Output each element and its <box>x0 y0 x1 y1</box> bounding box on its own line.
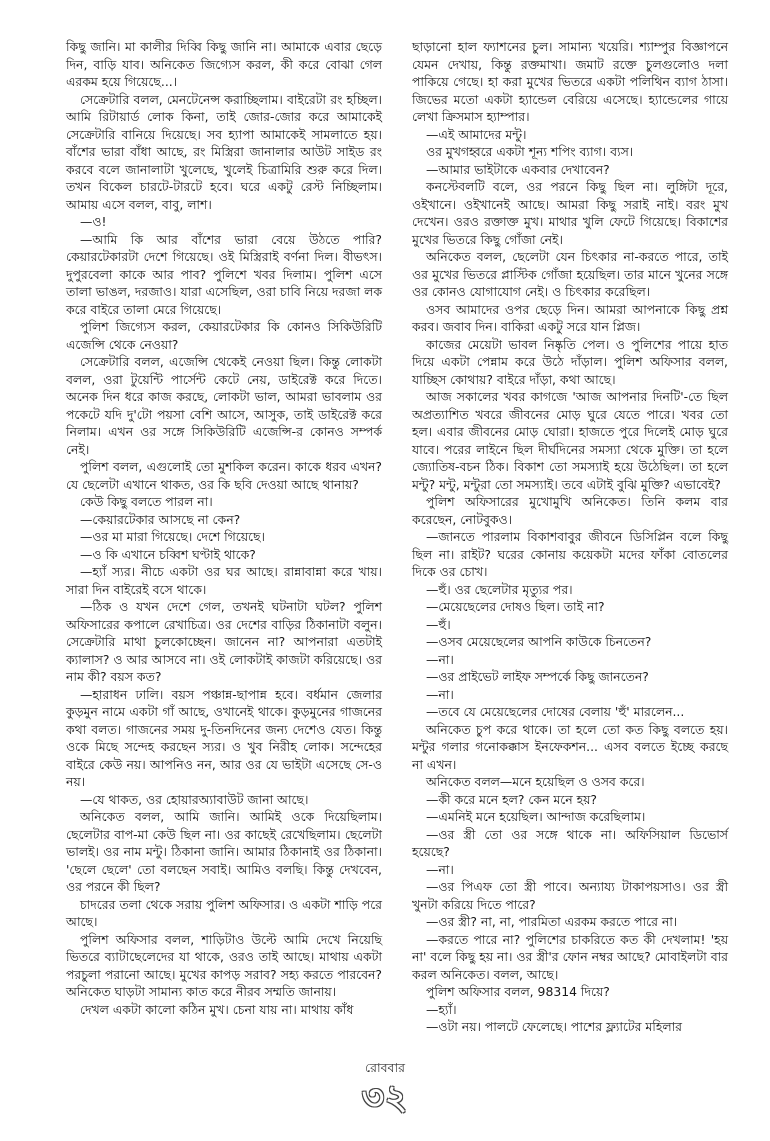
paragraph: —আমার ভাইটাকে একবার দেখাবেন? <box>426 161 610 177</box>
paragraph: চাদরের তলা থেকে সরায় পুলিশ অফিসার। ও একটা শাড়ি পরে আছে। <box>66 896 382 929</box>
paragraph: অনিকেত বলল, ছেলেটা যেন চিৎকার না-করতে পারে, তাই ওর মুখের ভিতরে প্লাস্টিক গোঁজা হয়েছিল। তার মানে খুনের সঙ্গে ওর কোনও যোগাযোগ নেই। ও চিৎকার করেছিল। <box>412 249 728 299</box>
paragraph: —জানতে পারলাম বিকাশবাবুর জীবনে ডিসিপ্লিন বলে কিছু ছিল না। রাইট? ঘরের কোনায় কয়েকটা মদের ফাঁকা বোতলের দিকে ওর চোখ। <box>412 529 728 579</box>
paragraph: কেউ কিছু বলতে পারল না। <box>80 494 213 509</box>
paragraph: —না। <box>426 686 454 702</box>
paragraph: পুলিশ অফিসারের মুখোমুখি অনিকেত। তিনি কলম বার করেছেন, নোটবুকও। <box>412 494 728 527</box>
paragraph: —এমনিই মনে হয়েছিল। আন্দাজ করেছিলাম। <box>426 809 646 824</box>
paragraph: —ও কি এখানে চব্বিশ ঘণ্টাই থাকে? <box>80 546 256 562</box>
paragraph: কনস্টেবলটি বলে, ওর পরনে কিছু ছিল না। লুঙ্গিটা দূরে, ওইখানে। ওইখানেই আছে। আমরা কিছু সরাই নাই। বরং মুখ দেখেন। ওরও রক্তাক্ত মুখ। মাথার খুলি ফেটে গিয়েছে। বিকাশের মুখের ভিতরে কিছু গোঁজা নেই। <box>412 179 728 247</box>
paragraph: —ওর প্রাইভেট লাইফ সম্পর্কে কিছু জানতেন? <box>426 669 649 684</box>
magazine-name: রোববার <box>365 1060 405 1075</box>
paragraph: —হ্যাঁ স্যর। নীচে একটা ওর ঘর আছে। রান্নাবান্না করে খায়। সারা দিন বাইরেই বসে থাকে। <box>66 564 382 597</box>
paragraph: অনিকেত চুপ করে থাকে। তা হলে তো কত কিছু বলতে হয়। মন্টুর গলার গনোকক্কাস ইনফেকশন... এসব বলতে ইচ্ছে করছে না এখন। <box>412 721 728 772</box>
paragraph: —ওর পিএফ তো স্ত্রী পাবে। অন্যায্য টাকাপয়সাও। ওর স্ত্রী খুনটা করিয়ে দিতে পারে? <box>412 879 728 912</box>
paragraph: —তবে যে মেয়েছেলের দোষের বেলায় 'হুঁ' মারলেন... <box>426 704 685 719</box>
paragraph: —কেয়ারটেকার আসছে না কেন? <box>80 511 241 527</box>
page-number: ৩২ <box>361 1078 409 1118</box>
paragraph: —কী করে মনে হল? কেন মনে হয়? <box>426 791 598 807</box>
paragraph: —এই আমাদের মন্টু। <box>426 126 527 142</box>
paragraph: —ওটা নয়। পালটে ফেলেছে। পাশের ফ্ল্যাটের মহিলার <box>426 1019 682 1034</box>
paragraph: —হুঁ। <box>426 616 451 632</box>
paragraph: সেক্রেটারি বলল, মেনটেনেন্স করাচ্ছিলাম। বাইরেটা রং হচ্ছিল। আমি রিটায়ার্ড লোক কিনা, তাই জোর-জোর করে আমাকেই সেক্রেটারি বানিয়ে দিয়েছে। সব হ্যাপা আমাকেই সামলাতে হয়। বাঁশের ভারা বাঁধা আছে, রং মিস্ত্রিরা জানালার আউট সাইড রং করবে বলে জানালাটা খুলেছে, খুলেই চিত্রামিরি শুরু করে দিল। তখন বিকেল চারটে-টারটে হবে। ঘরে একটু রেস্ট নিচ্ছিলাম। আমায় এসে বলল, বাবু, লাশ। <box>66 91 382 212</box>
paragraph: —না। <box>426 861 454 877</box>
page-footer <box>0 1060 770 1116</box>
right-text-column <box>412 38 728 1036</box>
paragraph: —ওর মা মারা গিয়েছে। দেশে গিয়েছে। <box>80 529 265 544</box>
paragraph: —যে থাকত, ওর হোয়ারঅ্যাবাউট জানা আছে। <box>80 791 309 807</box>
paragraph: —করতে পারে না? পুলিশের চাকরিতে কত কী দেখলাম! 'হয় না' বলে কিছু হয় না। ওর স্ত্রী'র ফোন নম্বর আছে? মোবাইলটা বার করল অনিকেত। বলল, আছে। <box>412 931 728 982</box>
paragraph: —হ্যাঁ। <box>426 1001 457 1017</box>
paragraph: পুলিশ অফিসার বলল, 98314 দিয়ে? <box>426 984 610 999</box>
paragraph: অনিকেত বলল, আমি জানি। আমিই ওকে দিয়েছিলাম। ছেলেটার বাপ-মা কেউ ছিল না। ওর কাছেই রেখেছিলাম। ছেলেটা ভালই। ওর নাম মন্টু। ঠিকানা জানি। আমার ঠিকানাই ওর ঠিকানা। 'ছেলে ছেলে' তো বলছেন সবাই। আমিও বলছি। কিন্তু দেখবেন, ওর পরনে কী ছিল? <box>66 809 382 894</box>
paragraph: পুলিশ অফিসার বলল, শাড়িটাও উল্টে আমি দেখে নিয়েছি ভিতরে ব্যাটাছেলেদের যা থাকে, ওরও তাই আছে। মাথায় একটা পরচুলা পরানো আছে। মুখের কাপড় সরাব? সহ্য করতে পারবেন? অনিকেত ঘাড়টা সামান্য কাত করে নীরব সম্মতি জানায়। <box>66 931 382 999</box>
paragraph: কাজের মেয়েটা ভাবল নিষ্কৃতি পেল। ও পুলিশের পায়ে হাত দিয়ে একটা পেন্নাম করে উঠে দাঁড়াল। পুলিশ অফিসার বলল, যাচ্ছিস কোথায়? বাইরে দাঁড়া, কথা আছে। <box>412 336 728 387</box>
paragraph: —ওসব মেয়েছেলের আপনি কাউকে চিনতেন? <box>426 634 652 649</box>
paragraph: সেক্রেটারি বলল, এজেন্সি থেকেই নেওয়া ছিল। কিন্তু লোকটা বলল, ওরা টুয়েন্টি পার্সেন্ট কেটে নেয়, ডাইরেক্ট করে দিতে। অনেক দিন ধরে কাজ করছে, লোকটা ভাল, আমরা ভাবলাম ওর পকেটে যদি দু'টো পয়সা বেশি আসে, আসুক, তাই ডাইরেক্ট করে নিলাম। এখন ওর সঙ্গে সিকিউরিটি এজেন্সি-র কোনও সম্পর্ক নেই। <box>66 354 382 457</box>
paragraph: —হারাধন ঢালি। বয়স পঞ্চান্ন-ছাপান্ন হবে। বর্ধমান জেলার কুড়মুন নামে একটা গাঁ আছে, ওখানেই থাকে। কুড়মুনের গাজনের কথা বলত। গাজনের সময় দু-তিনদিনের জন্য দেশেও যেত। কিন্তু ওকে মিছে সন্দেহ করছেন স্যর। ও খুব নিরীহ লোক। সন্দেহের বাইরে কেউ নয়। আপনিও নন, আর ওর যে ভাইটা এসেছে সে-ও নয়। <box>66 686 382 789</box>
paragraph: পুলিশ জিগ্যেস করল, কেয়ারটেকার কি কোনও সিকিউরিটি এজেন্সি থেকে নেওয়া? <box>66 319 382 352</box>
paragraph: —ওর স্ত্রী তো ওর সঙ্গে থাকে না। অফিসিয়াল ডিভোর্স হয়েছে? <box>412 826 728 859</box>
paragraph: দেখল একটা কালো কঠিন মুখ। চেনা যায় না। মাথায় কাঁধ <box>80 1001 354 1017</box>
paragraph: —আমি কি আর বাঁশের ভারা বেয়ে উঠতে পারি? কেয়ারটেকারটা দেশে গিয়েছে। ওই মিস্ত্রিরাই বর্ণনা দিল। বীভৎস। দুপুরবেলা কাকে আর পাব? পুলিশে খবর দিলাম। পুলিশ এসে তালা ভাঙল, দরজাও। যারা এসেছিল, ওরা চাবি নিয়ে দরজা লক করে বাইরে তালা মেরে গিয়েছে। <box>66 231 382 317</box>
paragraph: ছাড়ানো হাল ফ্যাশনের চুল। সামান্য খয়েরি। শ্যাম্পুর বিজ্ঞাপনে যেমন দেখায়, কিন্তু রক্তমাখা। জমাট রক্তে চুলগুলোও দলা পাকিয়ে গেছে। হা করা মুখের ভিতরে একটা পলিথিন ব্যাগ ঠাসা। জিভের মতো একটা হ্যান্ডেল বেরিয়ে এসেছে। হ্যান্ডেলের গায়ে লেখা ক্রিসমাস হ্যাম্পার। <box>412 39 728 124</box>
paragraph: ওসব আমাদের ওপর ছেড়ে দিন। আমরা আপনাকে কিছু প্রশ্ন করব। জবাব দিন। বাকিরা একটু সরে যান প্লিজ। <box>412 301 728 334</box>
paragraph: আজ সকালের খবর কাগজে 'আজ আপনার দিনটি'-তে ছিল অপ্রত্যাশিত খবরে জীবনের মোড় ঘুরে যেতে পারে। খবর তো হল। এবার জীবনের মোড় ঘোরা। হাজতে পুরে দিলেই মোড় ঘুরে যাবে। পরের লাইনে ছিল দীর্ঘদিনের সমস্যা থেকে মুক্তি। তা হলে জ্যোতিষ-বচন ঠিক। বিকাশ তো সমস্যাই হয়ে উঠেছিল। তা হলে মন্টু? মন্টু, মন্টুরা তো সমস্যাই। তবে এটাই বুঝি মুক্তি? এভাবেই? <box>412 389 728 492</box>
paragraph: —না। <box>426 651 454 667</box>
paragraph: পুলিশ বলল, এগুলোই তো মুশকিল করেন। কাকে ধরব এখন? যে ছেলেটা এখানে থাকত, ওর কি ছবি দেওয়া আছে থানায়? <box>66 459 382 492</box>
left-text-column <box>66 38 382 1018</box>
paragraph: —মেয়েছেলের দোষও ছিল। তাই না? <box>426 599 605 614</box>
paragraph: —হুঁ। ওর ছেলেটার মৃত্যুর পর। <box>426 581 573 597</box>
paragraph: —ঠিক ও যখন দেশে গেল, তখনই ঘটনাটা ঘটল? পুলিশ অফিসারের কপালে রেখাচিত্র। ওর দেশের বাড়ির ঠিকানাটা বলুন। সেক্রেটারি মাথা চুলকোচ্ছেন। জানেন না? আপনারা এতটাই ক্যালাস? ও আর আসবে না। ওই লোকটাই কাজটা করিয়েছে। ওর নাম কী? বয়স কত? <box>66 599 382 684</box>
paragraph: ওর মুখগহ্বরে একটা শূন্য শপিং ব্যাগ। ব্যস। <box>426 144 634 159</box>
paragraph: —ও! <box>80 214 107 229</box>
paragraph: —ওর স্ত্রী? না, না, পারমিতা এরকম করতে পারে না। <box>426 914 678 929</box>
paragraph: অনিকেত বলল—মনে হয়েছিল ও ওসব করে। <box>426 774 645 789</box>
paragraph: কিছু জানি। মা কালীর দিব্বি কিছু জানি না। আমাকে এবার ছেড়ে দিন, বাড়ি যাব। অনিকেত জিগ্যেস করল, কী করে বোঝা গেল এরকম হয়ে গিয়েছে...। <box>66 39 382 89</box>
